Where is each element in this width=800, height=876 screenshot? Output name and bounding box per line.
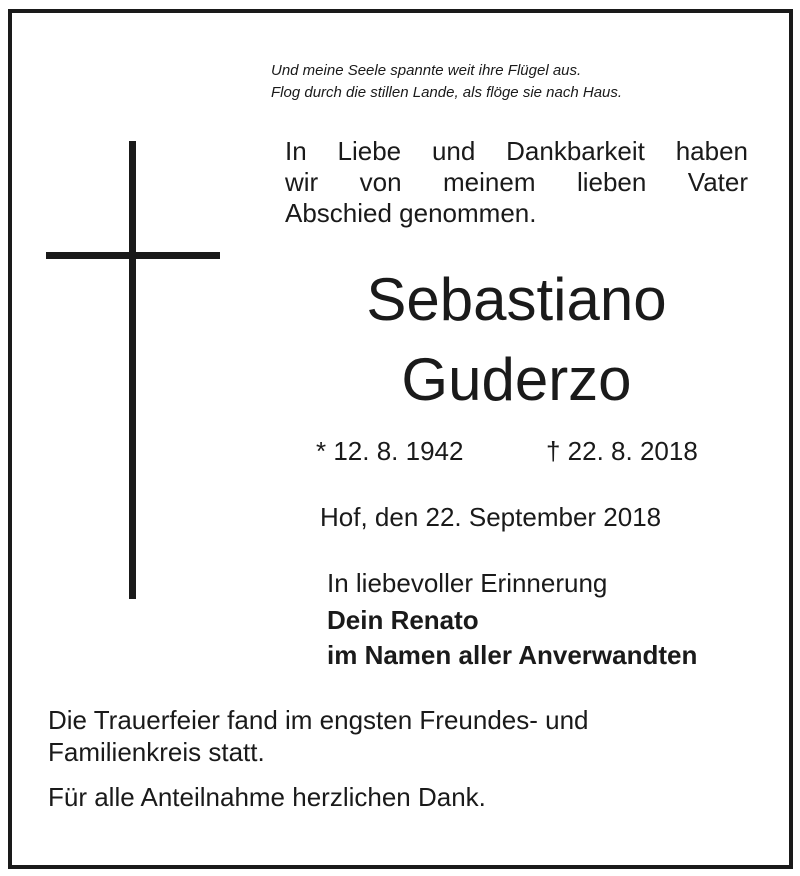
funeral-line-1: Die Trauerfeier fand im engsten Freundes- und <box>48 705 589 735</box>
deceased-last-name: Guderzo <box>401 346 632 413</box>
deceased-first-name: Sebastiano <box>366 266 667 333</box>
birth-date: * 12. 8. 1942 <box>316 436 464 466</box>
thanks-note: Für alle Anteilnahme herzlichen Dank. <box>48 782 486 812</box>
poem-quote <box>271 60 622 104</box>
death-date: † 22. 8. 2018 <box>546 436 698 466</box>
signature-name: Dein Renato <box>327 605 479 635</box>
intro-line-1: In Liebe und Dankbarkeit haben <box>285 136 748 166</box>
signature-relatives: im Namen aller Anverwandten <box>327 640 698 670</box>
funeral-line-2: Familienkreis statt. <box>48 737 265 767</box>
intro-line-2: wir von meinem lieben Vater <box>285 167 748 197</box>
memory-text: In liebevoller Erinnerung <box>327 568 608 598</box>
intro-line-3: Abschied genommen. <box>285 198 537 228</box>
cross-icon-beam <box>46 252 220 259</box>
place-date: Hof, den 22. September 2018 <box>320 502 662 532</box>
funeral-note <box>48 704 748 768</box>
poem-line-2: Flog durch die stillen Lande, als flöge sie nach Haus. <box>271 84 623 101</box>
poem-line-1: Und meine Seele spannte weit ihre Flügel aus. <box>271 62 582 79</box>
intro-text <box>285 136 748 229</box>
cross-icon <box>129 141 136 599</box>
